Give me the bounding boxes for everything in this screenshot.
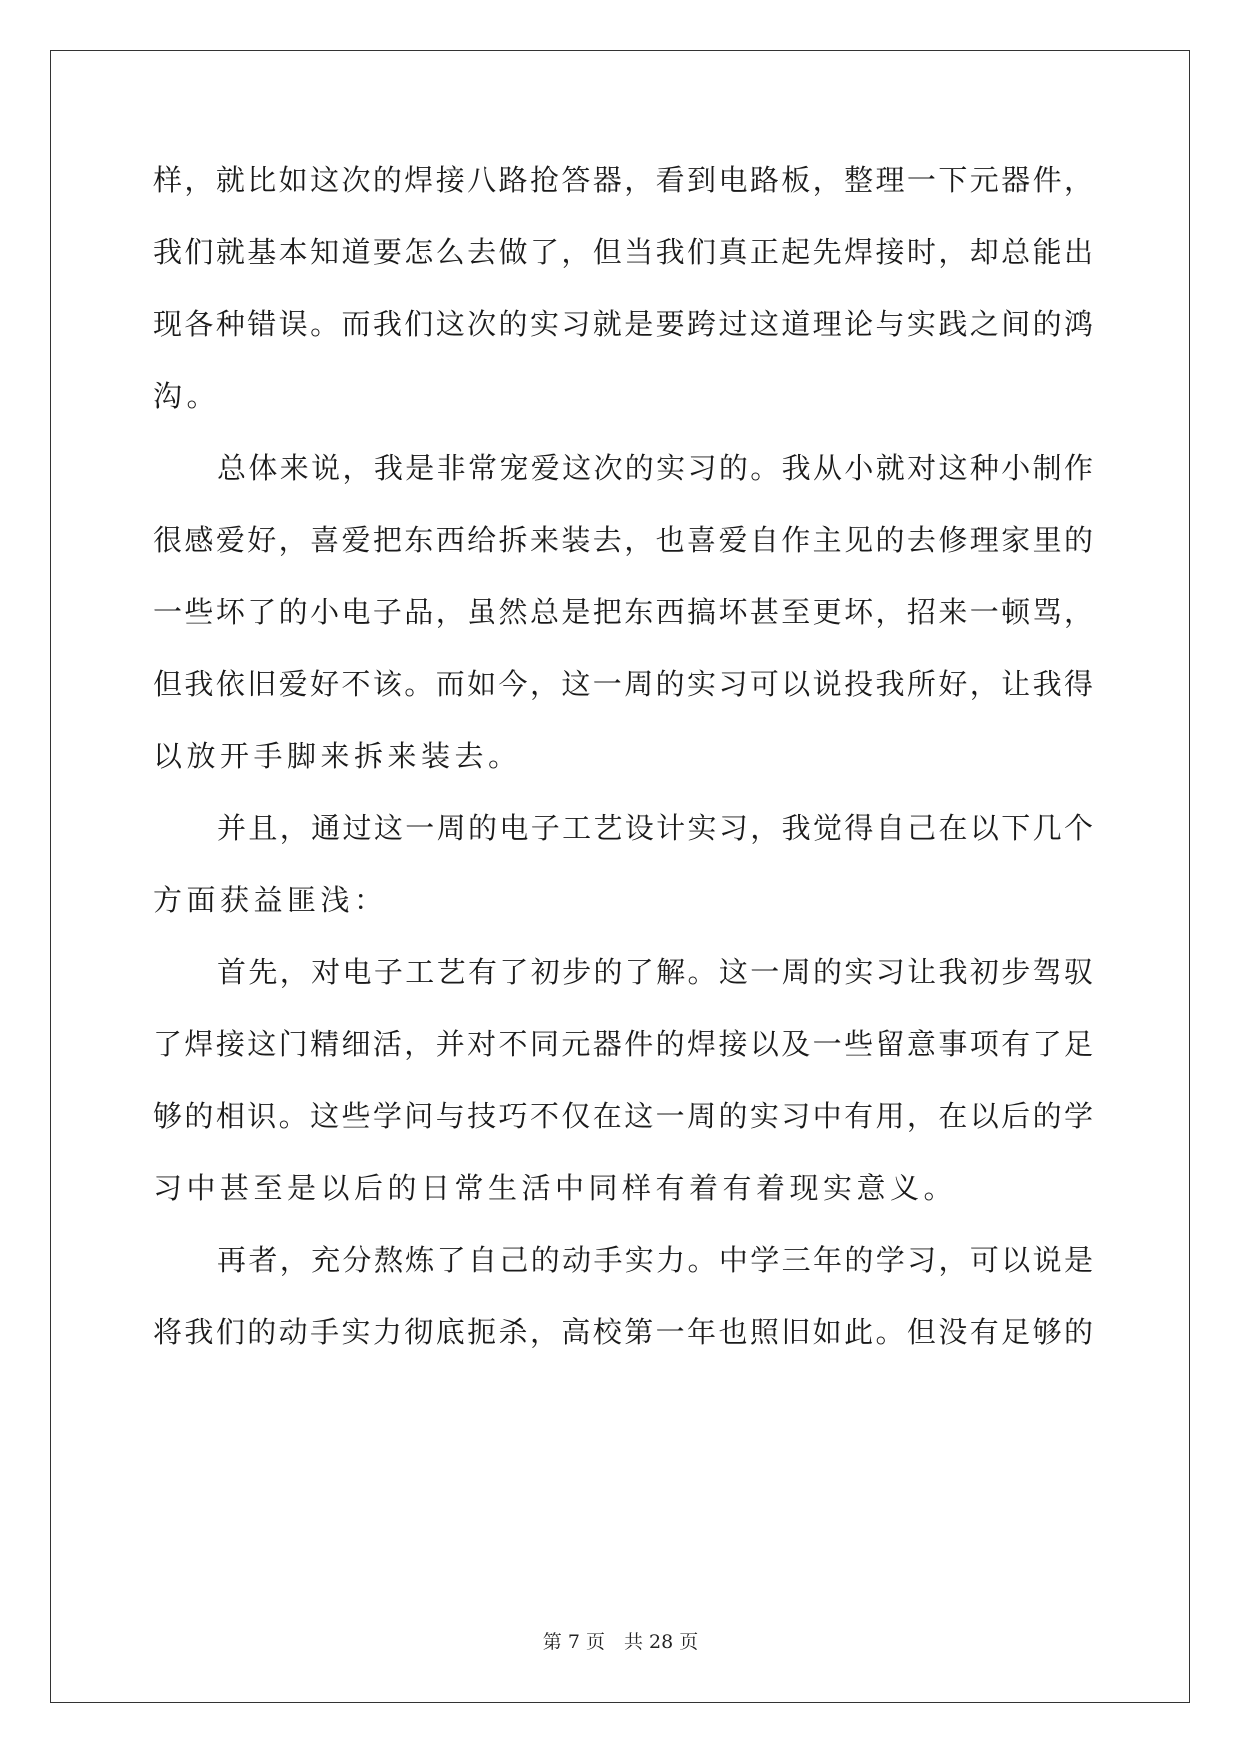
text-line: 够的相识。这些学问与技巧不仅在这一周的实习中有用，在以后的学 (153, 1099, 1093, 1133)
text-line: 方面获益匪浅： (153, 883, 388, 917)
page-number-footer: 第 7 页 共 28 页 (542, 1631, 699, 1653)
page-border (50, 50, 1190, 1703)
paragraph-first-line: 总体来说，我是非常宠爱这次的实习的。我从小就对这种小制作 (217, 451, 1093, 485)
text-line: 习中甚至是以后的日常生活中同样有着有着现实意义。 (153, 1171, 958, 1205)
text-line: 我们就基本知道要怎么去做了，但当我们真正起先焊接时，却总能出 (153, 235, 1093, 269)
paragraph-first-line: 再者，充分熬炼了自己的动手实力。中学三年的学习，可以说是 (217, 1243, 1093, 1277)
text-line: 但我依旧爱好不该。而如今，这一周的实习可以说投我所好，让我得 (153, 667, 1093, 701)
text-line: 一些坏了的小电子品，虽然总是把东西搞坏甚至更坏，招来一顿骂， (153, 595, 1093, 629)
text-line: 将我们的动手实力彻底扼杀，高校第一年也照旧如此。但没有足够的 (153, 1315, 1093, 1349)
text-line: 很感爱好，喜爱把东西给拆来装去，也喜爱自作主见的去修理家里的 (153, 523, 1093, 557)
text-line: 沟。 (153, 379, 221, 413)
text-line: 以放开手脚来拆来装去。 (153, 739, 522, 773)
text-line: 了焊接这门精细活，并对不同元器件的焊接以及一些留意事项有了足 (153, 1027, 1093, 1061)
text-line: 现各种错误。而我们这次的实习就是要跨过这道理论与实践之间的鸿 (153, 307, 1093, 341)
paragraph-first-line: 并且，通过这一周的电子工艺设计实习，我觉得自己在以下几个 (217, 811, 1093, 845)
paragraph-first-line: 首先，对电子工艺有了初步的了解。这一周的实习让我初步驾驭 (217, 955, 1093, 989)
text-line: 样，就比如这次的焊接八路抢答器，看到电路板，整理一下元器件， (153, 163, 1093, 197)
